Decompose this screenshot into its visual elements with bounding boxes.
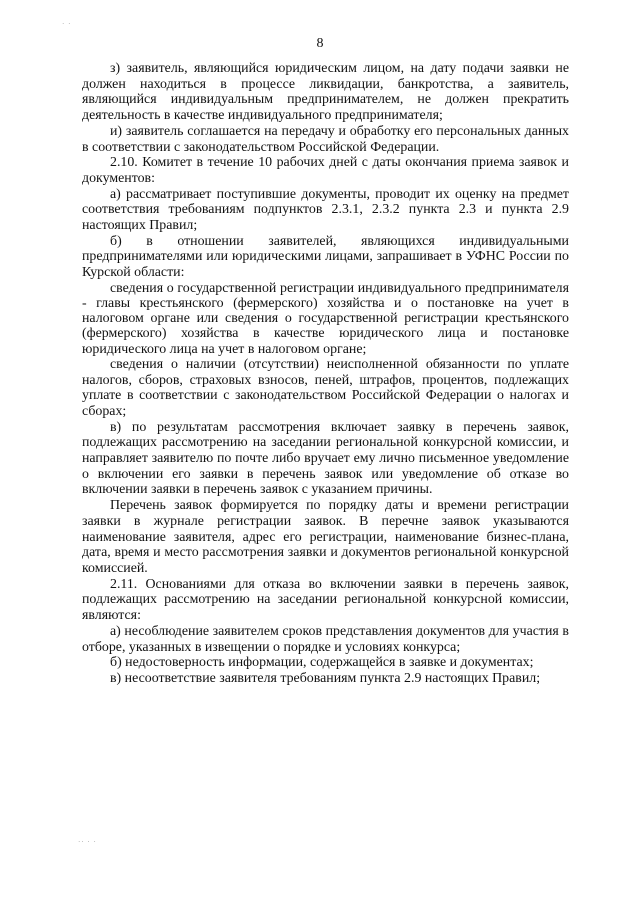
paragraph-2-11-b: б) недостоверность информации, содержащейся в заявке и документах;	[110, 655, 534, 671]
paragraph-i: и) заявитель соглашается на передачу и обработку его персональных данных в соответствии с законодательством Российской Федерации.	[82, 123, 569, 155]
paragraph-2-11-v: в) несоответствие заявителя требованиям пункта 2.9 настоящих Правил;	[110, 670, 541, 686]
paragraph-registration-info: сведения о государственной регистрации индивидуального предпринимателя - главы крестьянского (фермерского) хозяйства и о постановке на учет в налоговом органе или сведения о государственной регистрации крестьянского (фермерского) хозяйства в качестве юридического лица и постановке юридического лица на учет в налоговом органе;	[82, 280, 569, 357]
paragraph-applications-list: Перечень заявок формируется по порядку даты и времени регистрации заявки в журнале регистрации заявок. В перечне заявок указываются наименование заявителя, адрес его регистрации, наименование бизнес-плана, дата, время и место рассмотрения заявки и документов региональной конкурсной комиссией.	[82, 498, 569, 576]
paragraph-2-10-a: а) рассматривает поступившие документы, проводит их оценку на предмет соответствия требованиям подпунктов 2.3.1, 2.3.2 пункта 2.3 и пункта 2.9 настоящих Правил;	[82, 186, 569, 234]
paragraph-2-10-v: в) по результатам рассмотрения включает заявку в перечень заявок, подлежащих рассмотрению на заседании региональной конкурсной комиссии, и направляет заявителю по почте либо вручает ему лично письменное уведомление о включении его заявки в перечень заявок или уведомление об отказе во включении заявки в перечень заявок с указанием причины.	[82, 419, 569, 498]
page-number: 8	[316, 36, 324, 51]
paragraph-tax-info: сведения о наличии (отсутствии) неисполненной обязанности по уплате налогов, сборов, страховых взносов, пеней, штрафов, процентов, подлежащих уплате в соответствии с законодательством Российской Федерации о налогах и сборах;	[82, 356, 569, 419]
paragraph-z: з) заявитель, являющийся юридическим лицом, на дату подачи заявки не должен находиться в процессе ликвидации, банкротства, а заявитель, являющийся индивидуальным предпринимателем, не должен прекратить деятельность в качестве индивидуального предпринимателя;	[82, 61, 569, 124]
scan-artifact-mark-bottom: ·· · ·	[78, 838, 97, 846]
paragraph-2-11-a: а) несоблюдение заявителем сроков представления документов для участия в отборе, указанных в извещении о порядке и условиях конкурса;	[82, 623, 569, 655]
paragraph-2-10-b: б) в отношении заявителей, являющихся индивидуальными предпринимателями или юридическими лицами, запрашивает в УФНС России по Курской области:	[82, 233, 569, 281]
paragraph-2-10: 2.10. Комитет в течение 10 рабочих дней с даты окончания приема заявок и документов:	[82, 155, 569, 186]
document-body	[82, 61, 569, 687]
scan-artifact-mark: · ·	[62, 20, 72, 28]
paragraph-2-11: 2.11. Основаниями для отказа во включении заявки в перечень заявок, подлежащих рассмотрению на заседании региональной конкурсной комиссии, являются:	[82, 576, 569, 624]
